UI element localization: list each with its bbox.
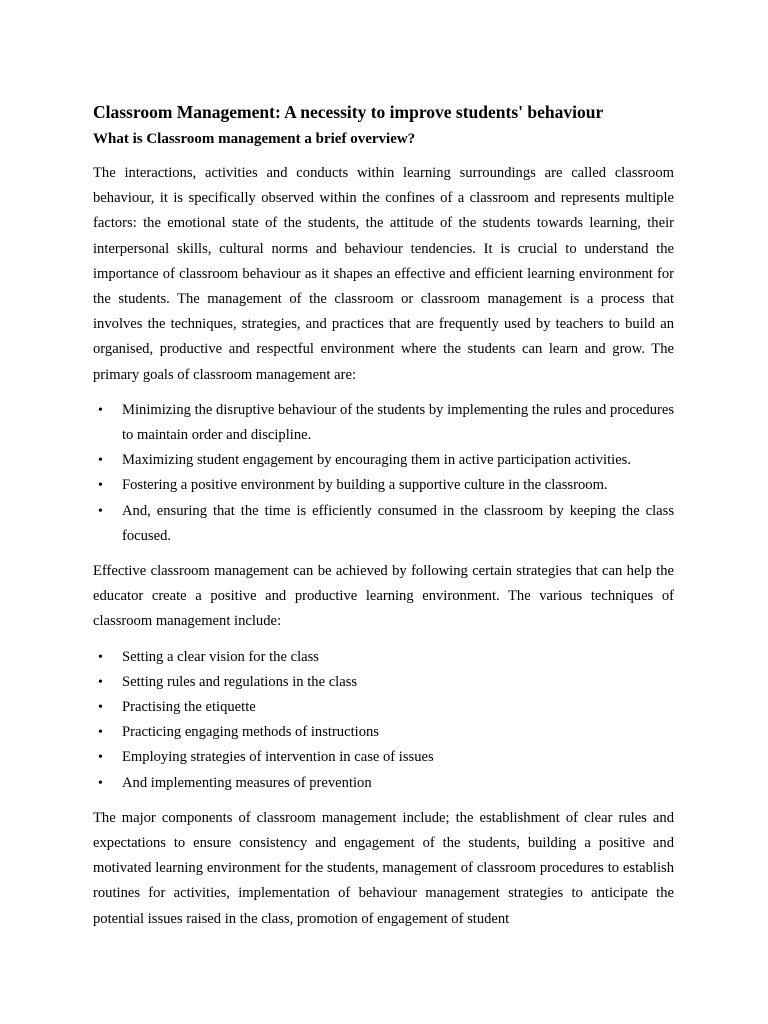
section-subtitle: What is Classroom management a brief overview? [93,131,416,147]
bullet-icon: • [98,750,103,766]
list-item-text: Maximizing student engagement by encouraging them in active participation activities. [122,452,632,469]
document-title: Classroom Management: A necessity to improve students' behaviour [93,102,604,122]
bullet-icon: • [98,775,103,791]
list-item [93,695,674,720]
bullet-icon: • [98,700,103,716]
bullet-icon: • [98,725,103,741]
list-item-text: Setting rules and regulations in the class [122,673,358,690]
bullet-icon: • [98,478,103,494]
list-item [93,670,674,695]
list-item [93,473,674,498]
list-item [93,398,674,448]
list-item-text: Minimizing the disruptive behaviour of the students by implementing the rules and procedures to maintain order and discipline. [122,401,675,444]
list-item-text: Setting a clear vision for the class [122,648,319,665]
list-item [93,448,674,473]
bullet-icon: • [98,503,103,519]
bullet-icon: • [98,674,103,690]
list-item-text: And implementing measures of prevention [122,774,372,791]
bullet-icon: • [98,453,103,469]
list-item [93,771,674,796]
list-item [93,499,674,549]
list-item-text: And, ensuring that the time is efficiently consumed in the classroom by keeping the class focused. [122,502,674,544]
list-item [93,645,674,670]
components-paragraph: The major components of classroom management include; the establishment of clear rules and expectations to ensure consistency and engagement of the students, building a positive and motivated learning environment for the students, management of classroom procedures to establish routines for activities, implementation of behaviour management strategies to anticipate the potential issues raised in the class, promotion of engagement of student [93,809,674,927]
list-item [93,745,674,770]
list-item [93,720,674,745]
list-item-text: Employing strategies of intervention in case of issues [122,749,434,766]
list-item-text: Practising the etiquette [122,699,256,716]
bullet-icon: • [98,402,103,418]
techniques-list [93,645,674,796]
goals-list [93,398,674,549]
strategies-paragraph: Effective classroom management can be achieved by following certain strategies that can help the educator create a positive and productive learning environment. The various techniques of classroom management include: [93,563,674,630]
list-item-text: Fostering a positive environment by building a supportive culture in the classroom. [122,477,608,494]
bullet-icon: • [98,649,103,665]
document-page [93,100,674,932]
intro-paragraph: The interactions, activities and conducts within learning surroundings are called classroom behaviour, it is specifically observed within the confines of a classroom and represents multiple factors: the emotional state of the students, the attitude of the students towards learning, their interpersonal skills, cultural norms and behaviour tendencies. It is crucial to understand the importance of classroom behaviour as it shapes an effective and efficient learning environment for the students. The management of the classroom or classroom management is a process that involves the techniques, strategies, and practices that are frequently used by teachers to build an organised, productive and respectful environment where the students can learn and grow. The primary goals of classroom management are: [93,165,674,383]
list-item-text: Practicing engaging methods of instructions [122,724,379,741]
